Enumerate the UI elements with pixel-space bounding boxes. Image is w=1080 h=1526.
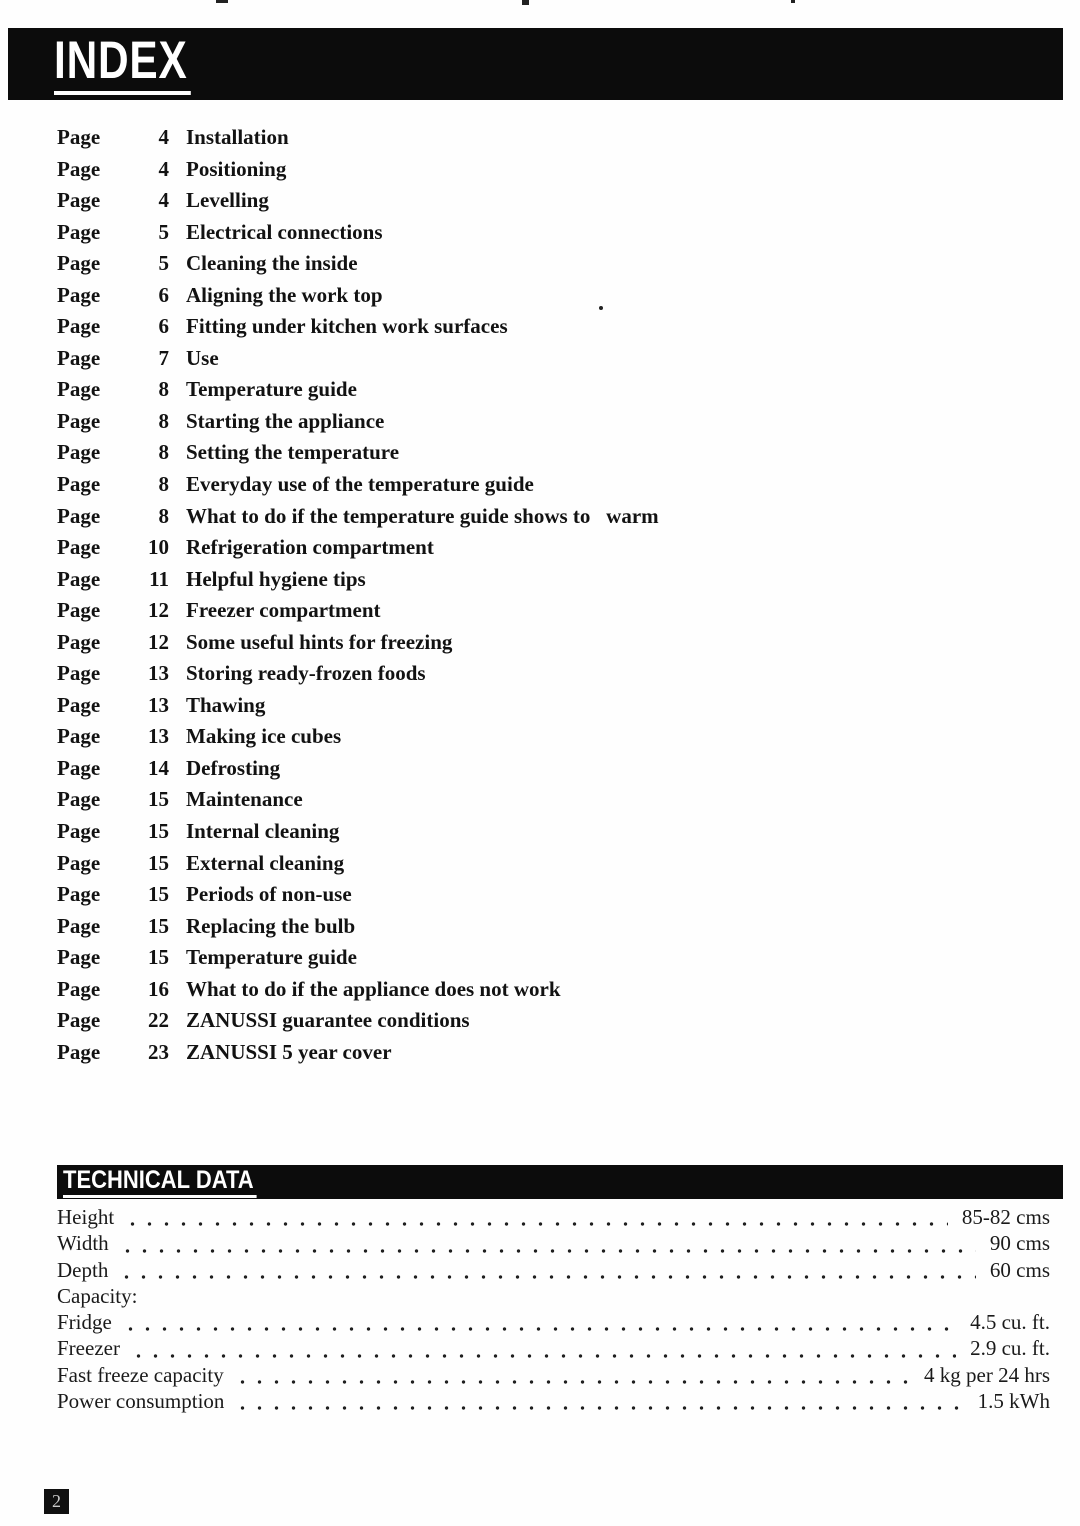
index-page-word: Page (57, 566, 101, 591)
index-entry-title: Periods of non-use (186, 882, 352, 907)
index-page-number: 7 (158, 345, 169, 370)
tech-label: Capacity: (57, 1283, 138, 1308)
index-page-number: 22 (148, 1008, 169, 1033)
tech-label: Power consumption (57, 1389, 225, 1414)
leader-dots (122, 1325, 956, 1331)
technical-data-row (57, 1284, 1050, 1310)
technical-data-row (57, 1363, 1050, 1389)
index-page-number: 10 (148, 535, 169, 560)
index-page-number: 15 (148, 913, 169, 938)
tech-label: Height (57, 1205, 115, 1229)
index-page-number: 15 (148, 787, 169, 812)
index-entry-title: Temperature guide (186, 945, 357, 970)
index-row (57, 977, 1037, 1009)
index-page-word: Page (57, 1008, 101, 1033)
index-row (57, 125, 1037, 157)
leader-dots (124, 1220, 948, 1226)
index-entry-title: Internal cleaning (186, 819, 340, 844)
index-row (57, 535, 1037, 567)
index-page-word: Page (57, 251, 101, 276)
index-entry-title: Positioning (186, 156, 287, 181)
tech-label: Width (57, 1231, 109, 1256)
index-page-word: Page (57, 188, 101, 213)
index-entry-title: Fitting under kitchen work surfaces (186, 314, 508, 339)
index-page-word: Page (57, 724, 101, 749)
leader-dots (234, 1404, 963, 1410)
index-row (57, 346, 1037, 378)
index-row (57, 409, 1037, 441)
index-row (57, 157, 1037, 189)
index-entry-title: Everyday use of the temperature guide (186, 472, 534, 497)
index-row (57, 472, 1037, 504)
index-row (57, 598, 1037, 630)
index-entry-title: Levelling (186, 188, 269, 213)
index-page-number: 5 (158, 219, 169, 244)
tech-value: 4 kg per 24 hrs (924, 1362, 1050, 1387)
index-page-word: Page (57, 219, 101, 244)
technical-data-row (57, 1336, 1050, 1362)
technical-data-row (57, 1231, 1050, 1257)
index-page-word: Page (57, 535, 101, 560)
tech-value: 2.9 cu. ft. (970, 1336, 1050, 1361)
index-page-number: 15 (148, 850, 169, 875)
index-page-number: 8 (158, 472, 169, 497)
index-page-number: 6 (158, 282, 169, 307)
index-entry-title: ZANUSSI 5 year cover (186, 1039, 392, 1064)
index-page-word: Page (57, 976, 101, 1001)
index-page-word: Page (57, 787, 101, 812)
index-entry-title: Some useful hints for freezing (186, 629, 453, 654)
index-page-word: Page (57, 882, 101, 907)
index-page-number: 8 (158, 503, 169, 528)
index-row (57, 756, 1037, 788)
technical-data-row (57, 1310, 1050, 1336)
index-row (57, 661, 1037, 693)
index-row (57, 1008, 1037, 1040)
index-entry-title: Starting the appliance (186, 408, 385, 433)
index-page-word: Page (57, 850, 101, 875)
index-page-word: Page (57, 661, 101, 686)
technical-data-row (57, 1389, 1050, 1415)
index-page-number: 4 (158, 125, 169, 149)
index-page-number: 13 (148, 724, 169, 749)
index-entry-title: Installation (186, 125, 289, 149)
index-page-word: Page (57, 282, 101, 307)
index-row (57, 188, 1037, 220)
index-page-word: Page (57, 945, 101, 970)
index-page-word: Page (57, 440, 101, 465)
index-banner (8, 28, 1063, 100)
index-entry-title: Refrigeration compartment (186, 535, 434, 560)
index-page-number: 11 (149, 566, 169, 591)
index-list (57, 125, 1037, 1071)
index-entry-title: Maintenance (186, 787, 303, 812)
index-entry-title: Making ice cubes (186, 724, 342, 749)
index-entry-title: Cleaning the inside (186, 251, 358, 276)
tech-value: 60 cms (989, 1257, 1050, 1282)
index-page-word: Page (57, 503, 101, 528)
index-entry-title: Helpful hygiene tips (186, 566, 366, 591)
index-page-number: 4 (158, 156, 169, 181)
index-row (57, 1040, 1037, 1072)
index-entry-title: Use (186, 345, 219, 370)
index-row (57, 945, 1037, 977)
index-row (57, 567, 1037, 599)
index-page-number: 12 (148, 629, 169, 654)
index-page-number: 6 (158, 314, 169, 339)
index-page-word: Page (57, 692, 101, 717)
tech-label: Freezer (57, 1336, 120, 1361)
index-page-word: Page (57, 314, 101, 339)
index-row (57, 693, 1037, 725)
leader-dots (234, 1378, 910, 1384)
index-entry-title: Electrical connections (186, 219, 383, 244)
index-entry-title: Aligning the work top (186, 282, 383, 307)
index-entry-title: ZANUSSI guarantee conditions (186, 1008, 470, 1033)
index-page-word: Page (57, 755, 101, 780)
index-row (57, 851, 1037, 883)
index-page-number: 8 (158, 408, 169, 433)
index-entry-title: Thawing (186, 692, 266, 717)
index-row (57, 504, 1037, 536)
index-entry-title: External cleaning (186, 850, 345, 875)
index-page-number: 12 (148, 598, 169, 623)
index-page-number: 5 (158, 251, 169, 276)
tech-value: 4.5 cu. ft. (970, 1310, 1050, 1335)
index-page-number: 13 (148, 661, 169, 686)
page-number: 2 (44, 1489, 69, 1514)
index-page-number: 16 (148, 976, 169, 1001)
index-entry-title: What to do if the appliance does not work (186, 976, 561, 1001)
index-page-number: 14 (148, 755, 169, 780)
tech-label: Fast freeze capacity (57, 1362, 224, 1387)
index-page-word: Page (57, 125, 101, 149)
index-row (57, 819, 1037, 851)
index-page-number: 13 (148, 692, 169, 717)
index-page-word: Page (57, 1039, 101, 1064)
index-row (57, 787, 1037, 819)
tech-label: Depth (57, 1257, 109, 1282)
index-entry-title: Setting the temperature (186, 440, 400, 465)
tech-value: 90 cms (989, 1231, 1050, 1256)
index-title: INDEX (54, 33, 191, 95)
scan-artifact (522, 0, 529, 5)
index-page-word: Page (57, 629, 101, 654)
tech-label: Fridge (57, 1310, 112, 1335)
index-page-word: Page (57, 913, 101, 938)
index-row (57, 882, 1037, 914)
index-row (57, 630, 1037, 662)
index-row (57, 440, 1037, 472)
index-page-number: 23 (148, 1039, 169, 1064)
index-page-word: Page (57, 345, 101, 370)
index-page-number: 8 (158, 440, 169, 465)
index-entry-title: Freezer compartment (186, 598, 381, 623)
index-page-word: Page (57, 819, 101, 844)
index-row (57, 314, 1037, 346)
technical-data-title: TECHNICAL DATA (63, 1167, 256, 1198)
index-page-number: 15 (148, 819, 169, 844)
index-page-number: 15 (148, 945, 169, 970)
index-entry-title: What to do if the temperature guide shows to warm (186, 503, 659, 528)
scan-artifact (216, 0, 228, 3)
technical-data-row (57, 1205, 1050, 1231)
leader-dots (119, 1247, 976, 1253)
index-page-word: Page (57, 472, 101, 497)
index-entry-title: Defrosting (186, 755, 281, 780)
index-row (57, 377, 1037, 409)
index-entry-title: Temperature guide (186, 377, 357, 402)
index-page-word: Page (57, 598, 101, 623)
tech-value: 85-82 cms (961, 1205, 1050, 1229)
index-row (57, 283, 1037, 315)
index-page-number: 4 (158, 188, 169, 213)
index-page-number: 8 (158, 377, 169, 402)
scan-artifact (791, 0, 795, 3)
index-row (57, 220, 1037, 252)
technical-data-row (57, 1258, 1050, 1284)
index-page-number: 15 (148, 882, 169, 907)
index-row (57, 914, 1037, 946)
technical-data-list (57, 1205, 1050, 1415)
index-page-word: Page (57, 156, 101, 181)
tech-value: 1.5 kWh (977, 1389, 1050, 1414)
index-row (57, 724, 1037, 756)
leader-dots (130, 1352, 956, 1358)
index-page-word: Page (57, 377, 101, 402)
technical-data-banner (57, 1165, 1063, 1199)
index-entry-title: Replacing the bulb (186, 913, 356, 938)
leader-dots (118, 1273, 976, 1279)
index-page-word: Page (57, 408, 101, 433)
index-entry-title: Storing ready-frozen foods (186, 661, 426, 686)
index-row (57, 251, 1037, 283)
